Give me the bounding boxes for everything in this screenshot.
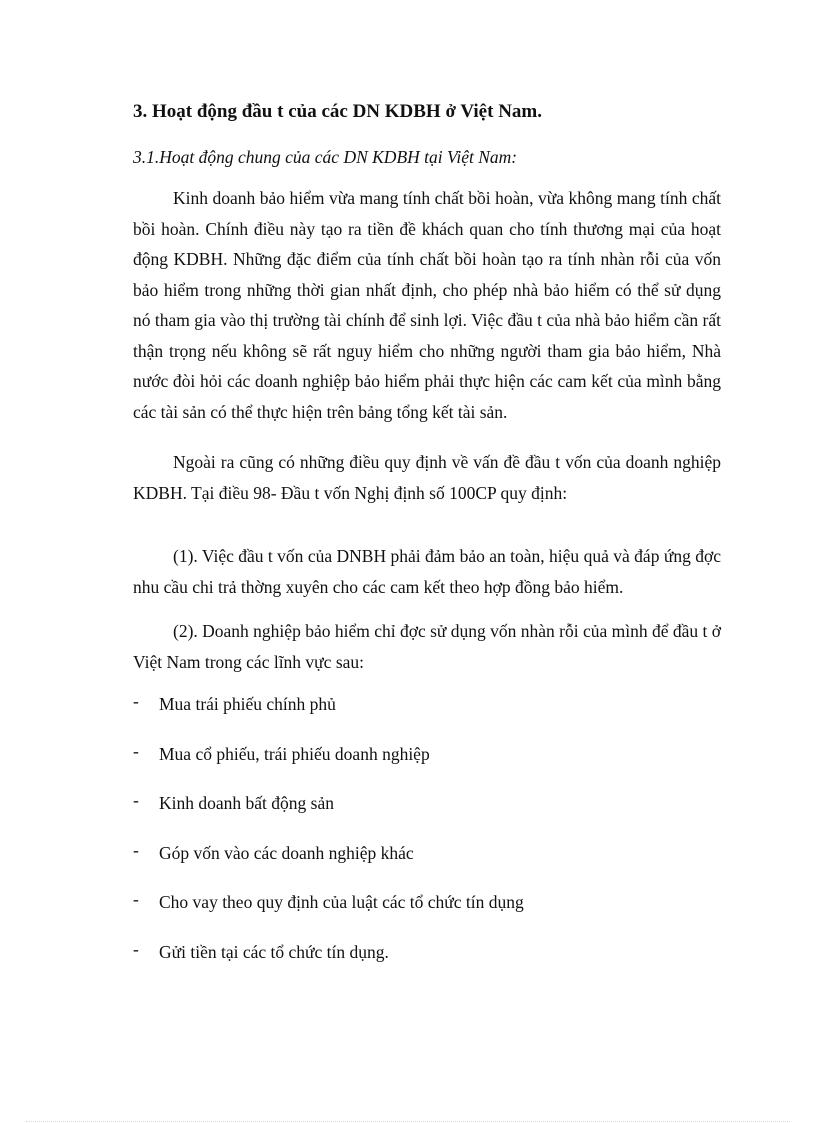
list-item <box>133 888 733 938</box>
list-item <box>133 938 733 988</box>
bullet-marker: - <box>133 889 139 910</box>
subsection-heading: 3.1.Hoạt động chung của các DN KDBH tại Việt Nam: <box>133 147 518 167</box>
bullet-marker: - <box>133 691 139 711</box>
list-item-text: Gửi tiền tại các tổ chức tín dụng. <box>159 941 389 962</box>
list-item <box>133 690 733 740</box>
paragraph-3: (1). Việc đầu t vốn của DNBH phải đảm bảo an toàn, hiệu quả và đáp ứng đợc nhu cầu chi trả thờng xuyên cho các cam kết theo hợp đồng bảo hiểm. <box>133 546 721 597</box>
section-heading: 3. Hoạt động đầu t của các DN KDBH ở Việt Nam. <box>133 101 542 122</box>
bullet-marker: - <box>133 740 139 761</box>
list-item-text: Mua trái phiếu chính phủ <box>159 694 336 714</box>
list-item-text: Góp vốn vào các doanh nghiệp khác <box>159 842 414 863</box>
page-bottom-rule <box>26 1121 790 1122</box>
list-item <box>133 839 733 889</box>
bullet-list <box>133 690 733 988</box>
bullet-marker: - <box>133 790 139 811</box>
list-item-text: Kinh doanh bất động sản <box>159 793 334 814</box>
list-item-text: Cho vay theo quy định của luật các tổ chức tín dụng <box>159 892 524 913</box>
list-item-text: Mua cổ phiếu, trái phiếu doanh nghiệp <box>159 743 430 764</box>
list-item <box>133 740 733 790</box>
bullet-marker: - <box>133 938 139 959</box>
bullet-marker: - <box>133 839 139 860</box>
paragraph-1: Kinh doanh bảo hiểm vừa mang tính chất bồi hoàn, vừa không mang tính chất bồi hoàn. Chính điều này tạo ra tiền đề khách quan cho tính thương mại của hoạt động KDBH. Những đặc điểm của tính chất bồi hoàn tạo ra tính nhàn rỗi của vốn bảo hiểm trong những thời gian nhất định, cho phép nhà bảo hiểm có thể sử dụng nó tham gia vào thị trường tài chính để sinh lợi. Việc đầu t của nhà bảo hiểm cần rất thận trọng nếu không sẽ rất nguy hiểm cho những người tham gia bảo hiểm, Nhà nước đòi hỏi các doanh nghiệp bảo hiểm phải thực hiện các cam kết của mình bằng các tài sản có thể thực hiện trên bảng tổng kết tài sản. <box>133 188 721 422</box>
paragraph-4: (2). Doanh nghiệp bảo hiểm chỉ đợc sử dụng vốn nhàn rỗi của mình để đầu t ở Việt Nam trong các lĩnh vực sau: <box>133 621 722 672</box>
list-item <box>133 789 733 839</box>
paragraph-2: Ngoài ra cũng có những điều quy định về vấn đề đầu t vốn của doanh nghiệp KDBH. Tại điều 98- Đầu t vốn Nghị định số 100CP quy định: <box>133 452 721 503</box>
